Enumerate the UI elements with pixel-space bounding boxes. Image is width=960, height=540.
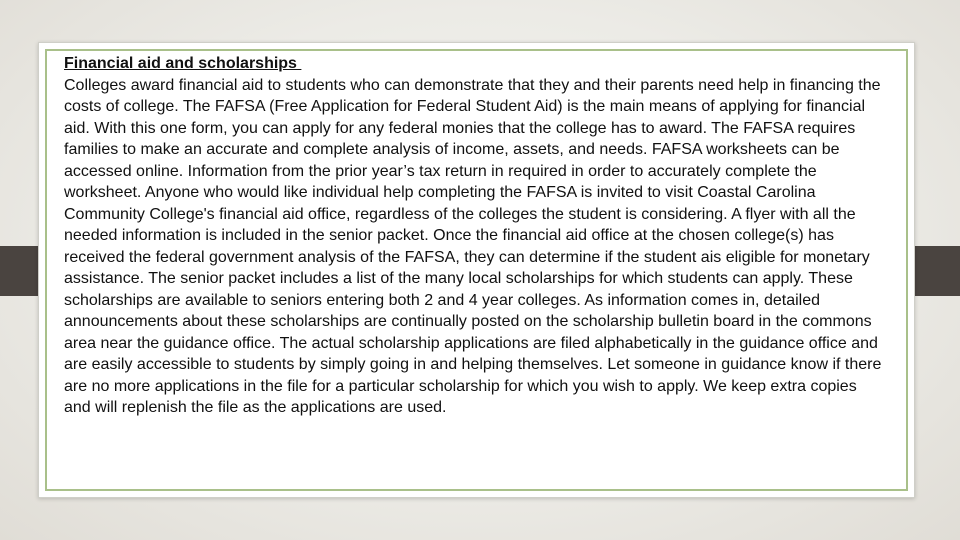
slide-heading: Financial aid and scholarships <box>64 55 302 72</box>
slide-body-paragraph: Colleges award financial aid to students who can demonstrate that they and their parents need help in financing the costs of college. The FAFSA (Free Application for Federal Student Aid) is the main means of applying for financial aid. With this one form, you can apply for any federal monies that the college has to award. The FAFSA requires families to make an accurate and complete analysis of income, assets, and needs. FAFSA worksheets can be accessed online. Information from the prior year’s tax return in required in order to accurately complete the worksheet. Anyone who would like individual help completing the FAFSA is invited to visit Coastal Carolina Community College's financial aid office, regardless of the colleges the student is considering. A flyer with all the needed information is included in the senior packet. Once the financial aid office at the chosen college(s) has received the federal government analysis of the FAFSA, they can determine if the student ais eligible for monetary assistance. The senior packet includes a list of the many local scholarships for which students can apply. These scholarships are available to seniors entering both 2 and 4 year colleges. As information comes in, detailed announcements about these scholarships are continually posted on the scholarship bulletin board in the commons area near the guidance office. The actual scholarship applications are filed alphabetically in the guidance office and are easily accessible to students by simply going in and helping themselves. Let someone in guidance know if there are no more applications in the file for a particular scholarship for which you wish to apply. We keep extra copies and will replenish the file as the applications are used. <box>64 76 882 416</box>
slide-text <box>64 53 884 419</box>
